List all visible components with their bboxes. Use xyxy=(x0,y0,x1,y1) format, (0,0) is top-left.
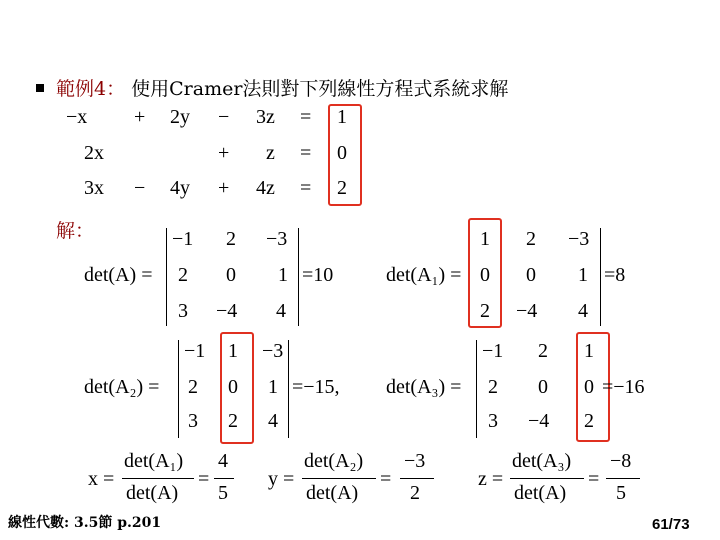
solution-y-vden: 2 xyxy=(410,482,420,504)
det-bar-left xyxy=(178,340,179,438)
matrix-cell: 1 xyxy=(584,340,594,362)
system-op: + xyxy=(218,142,230,164)
matrix-cell: 2 xyxy=(538,340,548,362)
system-op: − xyxy=(134,177,146,199)
solution-y-var: y = xyxy=(268,468,295,490)
fraction-bar xyxy=(510,478,584,479)
matrix-cell: 1 xyxy=(228,340,238,362)
fraction-bar xyxy=(122,478,194,479)
footer-source: 線性代數: 3.5節 p.201 xyxy=(8,515,162,531)
system-term: 4y xyxy=(170,177,190,199)
matrix-cell: −1 xyxy=(482,340,504,362)
solution-y-den: det(A) xyxy=(306,482,359,504)
matrix-cell: −4 xyxy=(516,300,538,322)
matrix-cell: −3 xyxy=(262,340,284,362)
system-eq: = xyxy=(300,106,312,128)
system-term: 3z xyxy=(256,106,275,128)
matrix-cell: 4 xyxy=(276,300,286,322)
page-number: 61/73 xyxy=(652,516,690,533)
matrix-cell: 0 xyxy=(480,264,490,286)
rhs-highlight-box xyxy=(328,104,362,206)
solution-y-eq: = xyxy=(380,468,392,490)
matrix-cell: 1 xyxy=(578,264,588,286)
system-op: + xyxy=(218,177,230,199)
det-bar-right xyxy=(288,340,289,438)
system-term: 2x xyxy=(84,142,104,164)
matrix-cell: 2 xyxy=(226,228,236,250)
matrix-cell: 4 xyxy=(268,410,278,432)
system-rhs: 2 xyxy=(337,177,347,199)
solution-x-vnum: 4 xyxy=(218,450,228,472)
solution-label: 解： xyxy=(56,220,95,242)
system-term: z xyxy=(266,142,275,164)
matrix-cell: 1 xyxy=(278,264,288,286)
system-term: −x xyxy=(66,106,88,128)
solution-z-eq: = xyxy=(588,468,600,490)
det-bar-left xyxy=(166,228,167,326)
example-title: 使用Cramer法則對下列線性方程式系統求解 xyxy=(131,78,509,100)
matrix-cell: 0 xyxy=(226,264,236,286)
fraction-bar xyxy=(302,478,376,479)
solution-z-den: det(A) xyxy=(514,482,567,504)
example-heading xyxy=(56,74,508,101)
matrix-cell: 2 xyxy=(488,376,498,398)
matrix-cell: 2 xyxy=(480,300,490,322)
matrix-cell: 3 xyxy=(178,300,188,322)
bullet-marker xyxy=(36,84,44,92)
solution-z-vden: 5 xyxy=(616,482,626,504)
matrix-cell: 1 xyxy=(268,376,278,398)
solution-x-den: det(A) xyxy=(126,482,179,504)
matrix-cell: −1 xyxy=(172,228,194,250)
solution-z-vnum: −8 xyxy=(610,450,632,472)
matrix-cell: 2 xyxy=(228,410,238,432)
solution-z-var: z = xyxy=(478,468,504,490)
system-rhs: 0 xyxy=(337,142,347,164)
fraction-bar xyxy=(606,478,640,479)
matrix-cell: 0 xyxy=(538,376,548,398)
system-op: + xyxy=(134,106,146,128)
system-op: − xyxy=(218,106,230,128)
matrix-cell: 0 xyxy=(228,376,238,398)
matrix-cell: 0 xyxy=(526,264,536,286)
matrix-cell: 2 xyxy=(526,228,536,250)
det-result: =−15, xyxy=(292,376,340,398)
solution-y-num: det(A₂) xyxy=(304,450,364,472)
example-label: 範例4： xyxy=(56,78,126,100)
solution-y-vnum: −3 xyxy=(404,450,426,472)
det-a1-label: det(A₁) = xyxy=(386,264,462,286)
matrix-cell: −3 xyxy=(266,228,288,250)
det-a2-label: det(A₂) = xyxy=(84,376,160,398)
solution-z-num: det(A₃) xyxy=(512,450,572,472)
det-a3-label: det(A₃) = xyxy=(386,376,462,398)
det-result: =8 xyxy=(604,264,626,286)
det-bar-right xyxy=(600,228,601,326)
det-bar-left xyxy=(476,340,477,438)
system-term: 2y xyxy=(170,106,190,128)
system-eq: = xyxy=(300,177,312,199)
det-a-label: det(A) = xyxy=(84,264,153,286)
matrix-cell: 0 xyxy=(584,376,594,398)
fraction-bar xyxy=(400,478,434,479)
matrix-cell: −3 xyxy=(568,228,590,250)
system-eq: = xyxy=(300,142,312,164)
matrix-cell: 2 xyxy=(584,410,594,432)
matrix-cell: 3 xyxy=(488,410,498,432)
system-term: 3x xyxy=(84,177,104,199)
det-bar-right xyxy=(298,228,299,326)
matrix-cell: 3 xyxy=(188,410,198,432)
matrix-cell: −4 xyxy=(216,300,238,322)
solution-x-var: x = xyxy=(88,468,115,490)
matrix-cell: −1 xyxy=(184,340,206,362)
fraction-bar xyxy=(214,478,234,479)
matrix-cell: 2 xyxy=(188,376,198,398)
matrix-cell: 2 xyxy=(178,264,188,286)
matrix-cell: 1 xyxy=(480,228,490,250)
system-term: 4z xyxy=(256,177,275,199)
solution-x-num: det(A₁) xyxy=(124,450,184,472)
det-result: =−16 xyxy=(602,376,645,398)
solution-x-vden: 5 xyxy=(218,482,228,504)
matrix-cell: 4 xyxy=(578,300,588,322)
det-result: =10 xyxy=(302,264,334,286)
matrix-cell: −4 xyxy=(528,410,550,432)
solution-x-eq: = xyxy=(198,468,210,490)
system-rhs: 1 xyxy=(337,106,347,128)
